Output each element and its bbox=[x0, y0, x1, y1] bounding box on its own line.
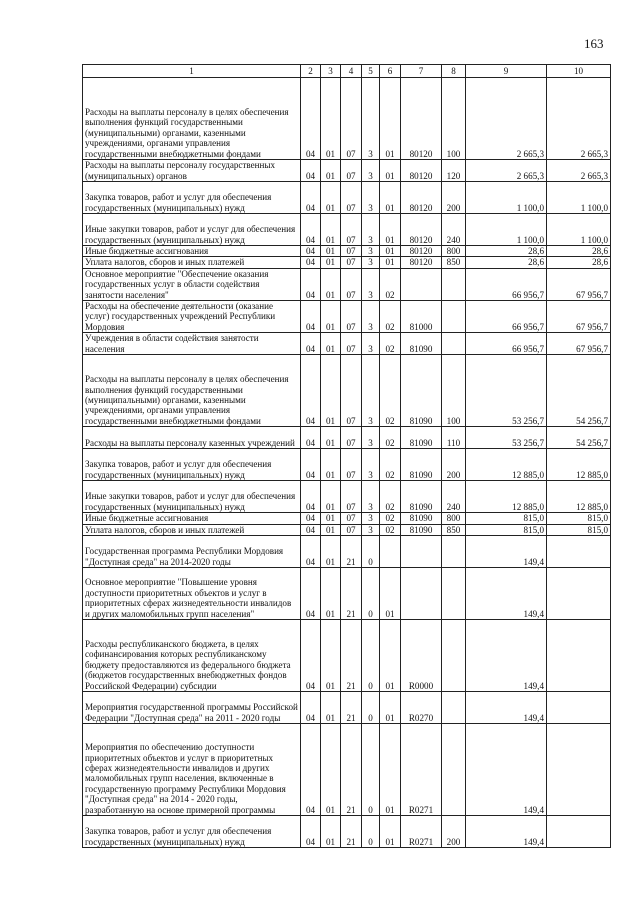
code-section: 04 bbox=[301, 427, 321, 449]
amount-col-10 bbox=[547, 692, 611, 724]
code-subsection: 01 bbox=[321, 513, 341, 524]
code-program: 21 bbox=[341, 568, 362, 620]
amount-col-9: 53 256,7 bbox=[466, 427, 547, 449]
code-program: 21 bbox=[341, 724, 362, 816]
code-program: 07 bbox=[341, 246, 362, 257]
code-expense-type: 200 bbox=[442, 449, 466, 481]
code-section: 04 bbox=[301, 524, 321, 535]
amount-col-10 bbox=[547, 568, 611, 620]
code-direction: 81090 bbox=[401, 355, 442, 427]
table-row bbox=[83, 78, 611, 160]
amount-col-10: 28,6 bbox=[547, 246, 611, 257]
amount-col-10: 67 956,7 bbox=[547, 301, 611, 333]
amount-col-10: 815,0 bbox=[547, 513, 611, 524]
row-name: Основное мероприятие "Обеспечение оказания государственных услуг в области содействия занятости населения" bbox=[83, 268, 301, 300]
code-expense-type: 110 bbox=[442, 427, 466, 449]
amount-col-9: 53 256,7 bbox=[466, 355, 547, 427]
code-expense-type: 800 bbox=[442, 513, 466, 524]
code-subprogram: 3 bbox=[362, 481, 380, 513]
code-activity: 02 bbox=[380, 355, 401, 427]
code-program: 07 bbox=[341, 301, 362, 333]
code-section: 04 bbox=[301, 182, 321, 214]
row-name: Расходы республиканского бюджета, в целях софинансирования которых республиканскому бюджету предоставляются из федерального бюджета (бюджетов государственных внебюджетных фондов Российской Федерации) субсидии bbox=[83, 620, 301, 692]
amount-col-10: 12 885,0 bbox=[547, 449, 611, 481]
table-row bbox=[83, 524, 611, 535]
code-expense-type: 800 bbox=[442, 246, 466, 257]
code-program: 07 bbox=[341, 524, 362, 535]
code-expense-type: 120 bbox=[442, 160, 466, 182]
amount-col-10: 67 956,7 bbox=[547, 268, 611, 300]
code-activity: 01 bbox=[380, 78, 401, 160]
code-subprogram: 3 bbox=[362, 355, 380, 427]
code-direction: R0271 bbox=[401, 724, 442, 816]
amount-col-9: 149,4 bbox=[466, 816, 547, 848]
code-direction bbox=[401, 268, 442, 300]
table-row bbox=[83, 481, 611, 513]
code-program: 07 bbox=[341, 355, 362, 427]
code-direction: 80120 bbox=[401, 78, 442, 160]
col-header: 10 bbox=[547, 65, 611, 78]
budget-table bbox=[82, 64, 611, 848]
code-direction: 80120 bbox=[401, 257, 442, 268]
amount-col-10: 54 256,7 bbox=[547, 427, 611, 449]
code-expense-type bbox=[442, 333, 466, 355]
code-subprogram: 0 bbox=[362, 536, 380, 568]
code-activity: 02 bbox=[380, 481, 401, 513]
col-header: 8 bbox=[442, 65, 466, 78]
code-expense-type: 240 bbox=[442, 214, 466, 246]
code-subsection: 01 bbox=[321, 78, 341, 160]
table-row bbox=[83, 257, 611, 268]
amount-col-10: 28,6 bbox=[547, 257, 611, 268]
row-name: Учреждения в области содействия занятости населения bbox=[83, 333, 301, 355]
code-activity: 02 bbox=[380, 333, 401, 355]
amount-col-9: 1 100,0 bbox=[466, 182, 547, 214]
code-subsection: 01 bbox=[321, 355, 341, 427]
col-header: 9 bbox=[466, 65, 547, 78]
code-activity: 02 bbox=[380, 268, 401, 300]
code-direction: R0000 bbox=[401, 620, 442, 692]
code-subprogram: 3 bbox=[362, 160, 380, 182]
code-direction: R0270 bbox=[401, 692, 442, 724]
amount-col-10: 54 256,7 bbox=[547, 355, 611, 427]
amount-col-10 bbox=[547, 816, 611, 848]
table-row bbox=[83, 182, 611, 214]
code-subsection: 01 bbox=[321, 449, 341, 481]
code-subsection: 01 bbox=[321, 524, 341, 535]
table-row bbox=[83, 301, 611, 333]
code-program: 07 bbox=[341, 268, 362, 300]
code-program: 07 bbox=[341, 257, 362, 268]
code-section: 04 bbox=[301, 355, 321, 427]
code-section: 04 bbox=[301, 333, 321, 355]
code-activity: 01 bbox=[380, 160, 401, 182]
table-row bbox=[83, 160, 611, 182]
code-program: 21 bbox=[341, 692, 362, 724]
code-direction: 80120 bbox=[401, 246, 442, 257]
table-row bbox=[83, 355, 611, 427]
code-expense-type bbox=[442, 536, 466, 568]
code-direction bbox=[401, 568, 442, 620]
table-row bbox=[83, 724, 611, 816]
row-name: Закупка товаров, работ и услуг для обеспечения государственных (муниципальных) нужд bbox=[83, 449, 301, 481]
code-program: 07 bbox=[341, 182, 362, 214]
code-subsection: 01 bbox=[321, 568, 341, 620]
row-name: Расходы на выплаты персоналу государственных (муниципальных) органов bbox=[83, 160, 301, 182]
code-expense-type bbox=[442, 301, 466, 333]
table-row bbox=[83, 816, 611, 848]
code-program: 21 bbox=[341, 536, 362, 568]
code-subsection: 01 bbox=[321, 536, 341, 568]
code-subprogram: 3 bbox=[362, 268, 380, 300]
code-activity: 02 bbox=[380, 301, 401, 333]
table-row bbox=[83, 449, 611, 481]
amount-col-9: 66 956,7 bbox=[466, 333, 547, 355]
amount-col-9: 149,4 bbox=[466, 568, 547, 620]
row-name: Иные закупки товаров, работ и услуг для обеспечения государственных (муниципальных) нужд bbox=[83, 481, 301, 513]
code-direction bbox=[401, 536, 442, 568]
code-activity: 01 bbox=[380, 257, 401, 268]
code-direction: 81000 bbox=[401, 301, 442, 333]
code-expense-type: 850 bbox=[442, 524, 466, 535]
row-name: Иные закупки товаров, работ и услуг для обеспечения государственных (муниципальных) нужд bbox=[83, 214, 301, 246]
amount-col-9: 149,4 bbox=[466, 724, 547, 816]
amount-col-10: 67 956,7 bbox=[547, 333, 611, 355]
code-subprogram: 0 bbox=[362, 620, 380, 692]
code-direction: 81090 bbox=[401, 333, 442, 355]
row-name: Закупка товаров, работ и услуг для обеспечения государственных (муниципальных) нужд bbox=[83, 182, 301, 214]
col-header: 3 bbox=[321, 65, 341, 78]
row-name: Расходы на выплаты персоналу казенных учреждений bbox=[83, 427, 301, 449]
col-header: 2 bbox=[301, 65, 321, 78]
code-activity: 01 bbox=[380, 692, 401, 724]
amount-col-9: 2 665,3 bbox=[466, 78, 547, 160]
code-section: 04 bbox=[301, 214, 321, 246]
code-activity: 01 bbox=[380, 620, 401, 692]
code-activity: 02 bbox=[380, 513, 401, 524]
code-subsection: 01 bbox=[321, 257, 341, 268]
code-activity: 02 bbox=[380, 427, 401, 449]
code-activity: 01 bbox=[380, 568, 401, 620]
code-subsection: 01 bbox=[321, 692, 341, 724]
amount-col-9: 12 885,0 bbox=[466, 449, 547, 481]
row-name: Иные бюджетные ассигнования bbox=[83, 513, 301, 524]
code-section: 04 bbox=[301, 620, 321, 692]
code-expense-type bbox=[442, 268, 466, 300]
row-name: Уплата налогов, сборов и иных платежей bbox=[83, 257, 301, 268]
code-subsection: 01 bbox=[321, 333, 341, 355]
code-subsection: 01 bbox=[321, 268, 341, 300]
code-subprogram: 3 bbox=[362, 524, 380, 535]
row-name: Расходы на выплаты персоналу в целях обеспечения выполнения функций государственными (муниципальными) органами, казенными учреждениями, органами управления государственными внебюджетными фондами bbox=[83, 355, 301, 427]
code-program: 07 bbox=[341, 513, 362, 524]
table-row bbox=[83, 692, 611, 724]
amount-col-10 bbox=[547, 536, 611, 568]
code-expense-type: 240 bbox=[442, 481, 466, 513]
code-subsection: 01 bbox=[321, 182, 341, 214]
code-subprogram: 3 bbox=[362, 182, 380, 214]
code-program: 07 bbox=[341, 333, 362, 355]
amount-col-10: 2 665,3 bbox=[547, 78, 611, 160]
col-header: 7 bbox=[401, 65, 442, 78]
table-row bbox=[83, 427, 611, 449]
code-expense-type bbox=[442, 692, 466, 724]
code-section: 04 bbox=[301, 257, 321, 268]
code-direction: 80120 bbox=[401, 214, 442, 246]
table-row bbox=[83, 620, 611, 692]
code-program: 21 bbox=[341, 620, 362, 692]
code-subprogram: 3 bbox=[362, 246, 380, 257]
amount-col-10: 815,0 bbox=[547, 524, 611, 535]
amount-col-9: 12 885,0 bbox=[466, 481, 547, 513]
page-number: 163 bbox=[584, 36, 604, 51]
code-section: 04 bbox=[301, 692, 321, 724]
code-direction: 81090 bbox=[401, 524, 442, 535]
amount-col-9: 149,4 bbox=[466, 692, 547, 724]
code-expense-type: 100 bbox=[442, 78, 466, 160]
code-subprogram: 0 bbox=[362, 692, 380, 724]
code-expense-type: 200 bbox=[442, 816, 466, 848]
code-subsection: 01 bbox=[321, 481, 341, 513]
table-row bbox=[83, 513, 611, 524]
code-program: 07 bbox=[341, 449, 362, 481]
code-activity: 01 bbox=[380, 214, 401, 246]
code-subprogram: 3 bbox=[362, 257, 380, 268]
code-subprogram: 3 bbox=[362, 214, 380, 246]
code-program: 21 bbox=[341, 816, 362, 848]
code-activity bbox=[380, 536, 401, 568]
code-direction: 81090 bbox=[401, 427, 442, 449]
code-subprogram: 3 bbox=[362, 513, 380, 524]
code-subsection: 01 bbox=[321, 427, 341, 449]
amount-col-9: 1 100,0 bbox=[466, 214, 547, 246]
code-section: 04 bbox=[301, 268, 321, 300]
row-name: Основное мероприятие "Повышение уровня доступности приоритетных объектов и услуг в приоритетных сферах жизнедеятельности инвалидов и других маломобильных групп населения" bbox=[83, 568, 301, 620]
amount-col-9: 2 665,3 bbox=[466, 160, 547, 182]
code-subsection: 01 bbox=[321, 301, 341, 333]
code-section: 04 bbox=[301, 481, 321, 513]
code-expense-type: 850 bbox=[442, 257, 466, 268]
code-activity: 01 bbox=[380, 724, 401, 816]
code-expense-type bbox=[442, 620, 466, 692]
code-section: 04 bbox=[301, 160, 321, 182]
amount-col-9: 28,6 bbox=[466, 257, 547, 268]
amount-col-9: 815,0 bbox=[466, 524, 547, 535]
table-row bbox=[83, 246, 611, 257]
code-section: 04 bbox=[301, 816, 321, 848]
header-row bbox=[83, 65, 611, 78]
amount-col-9: 66 956,7 bbox=[466, 268, 547, 300]
amount-col-10 bbox=[547, 724, 611, 816]
row-name: Расходы на обеспечение деятельности (оказание услуг) государственных учреждений Республики Мордовия bbox=[83, 301, 301, 333]
code-subsection: 01 bbox=[321, 816, 341, 848]
code-subsection: 01 bbox=[321, 724, 341, 816]
code-subprogram: 3 bbox=[362, 427, 380, 449]
col-header: 1 bbox=[83, 65, 301, 78]
amount-col-9: 149,4 bbox=[466, 536, 547, 568]
code-direction: R0271 bbox=[401, 816, 442, 848]
code-expense-type bbox=[442, 724, 466, 816]
col-header: 5 bbox=[362, 65, 380, 78]
code-program: 07 bbox=[341, 481, 362, 513]
code-subprogram: 0 bbox=[362, 724, 380, 816]
code-subprogram: 0 bbox=[362, 568, 380, 620]
table-row bbox=[83, 568, 611, 620]
row-name: Мероприятия по обеспечению доступности приоритетных объектов и услуг в приоритетных сферах жизнедеятельности инвалидов и других маломобильных групп населения, включенные в государственную программу Республики Мордовия "Доступная среда" на 2014 - 2020 годы, разработанную на основе примерной программы bbox=[83, 724, 301, 816]
code-subprogram: 3 bbox=[362, 78, 380, 160]
code-section: 04 bbox=[301, 449, 321, 481]
code-direction: 81090 bbox=[401, 481, 442, 513]
code-expense-type: 200 bbox=[442, 182, 466, 214]
amount-col-10: 2 665,3 bbox=[547, 160, 611, 182]
code-direction: 80120 bbox=[401, 182, 442, 214]
code-activity: 01 bbox=[380, 246, 401, 257]
code-subprogram: 3 bbox=[362, 301, 380, 333]
row-name: Мероприятия государственной программы Российской Федерации "Доступная среда" на 2011 - 2020 годы bbox=[83, 692, 301, 724]
code-subsection: 01 bbox=[321, 246, 341, 257]
code-program: 07 bbox=[341, 427, 362, 449]
table-body bbox=[83, 78, 611, 848]
row-name: Закупка товаров, работ и услуг для обеспечения государственных (муниципальных) нужд bbox=[83, 816, 301, 848]
code-expense-type: 100 bbox=[442, 355, 466, 427]
code-section: 04 bbox=[301, 513, 321, 524]
amount-col-10 bbox=[547, 620, 611, 692]
code-subsection: 01 bbox=[321, 160, 341, 182]
code-section: 04 bbox=[301, 724, 321, 816]
amount-col-10: 1 100,0 bbox=[547, 214, 611, 246]
row-name: Уплата налогов, сборов и иных платежей bbox=[83, 524, 301, 535]
amount-col-9: 149,4 bbox=[466, 620, 547, 692]
code-subsection: 01 bbox=[321, 214, 341, 246]
code-subsection: 01 bbox=[321, 620, 341, 692]
amount-col-9: 815,0 bbox=[466, 513, 547, 524]
code-section: 04 bbox=[301, 568, 321, 620]
amount-col-9: 66 956,7 bbox=[466, 301, 547, 333]
code-program: 07 bbox=[341, 160, 362, 182]
amount-col-10: 12 885,0 bbox=[547, 481, 611, 513]
code-subprogram: 3 bbox=[362, 333, 380, 355]
code-section: 04 bbox=[301, 536, 321, 568]
code-direction: 81090 bbox=[401, 513, 442, 524]
code-direction: 81090 bbox=[401, 449, 442, 481]
table-row bbox=[83, 268, 611, 300]
code-section: 04 bbox=[301, 301, 321, 333]
amount-col-9: 28,6 bbox=[466, 246, 547, 257]
code-activity: 01 bbox=[380, 816, 401, 848]
table-row bbox=[83, 214, 611, 246]
code-activity: 02 bbox=[380, 524, 401, 535]
code-section: 04 bbox=[301, 246, 321, 257]
code-expense-type bbox=[442, 568, 466, 620]
table-row bbox=[83, 333, 611, 355]
code-subprogram: 3 bbox=[362, 449, 380, 481]
row-name: Расходы на выплаты персоналу в целях обеспечения выполнения функций государственными (муниципальными) органами, казенными учреждениями, органами управления государственными внебюджетными фондами bbox=[83, 78, 301, 160]
row-name: Государственная программа Республики Мордовия "Доступная среда" на 2014-2020 годы bbox=[83, 536, 301, 568]
code-subprogram: 0 bbox=[362, 816, 380, 848]
code-activity: 02 bbox=[380, 449, 401, 481]
code-program: 07 bbox=[341, 214, 362, 246]
code-section: 04 bbox=[301, 78, 321, 160]
col-header: 4 bbox=[341, 65, 362, 78]
code-direction: 80120 bbox=[401, 160, 442, 182]
row-name: Иные бюджетные ассигнования bbox=[83, 246, 301, 257]
col-header: 6 bbox=[380, 65, 401, 78]
code-program: 07 bbox=[341, 78, 362, 160]
amount-col-10: 1 100,0 bbox=[547, 182, 611, 214]
code-activity: 01 bbox=[380, 182, 401, 214]
table-row bbox=[83, 536, 611, 568]
